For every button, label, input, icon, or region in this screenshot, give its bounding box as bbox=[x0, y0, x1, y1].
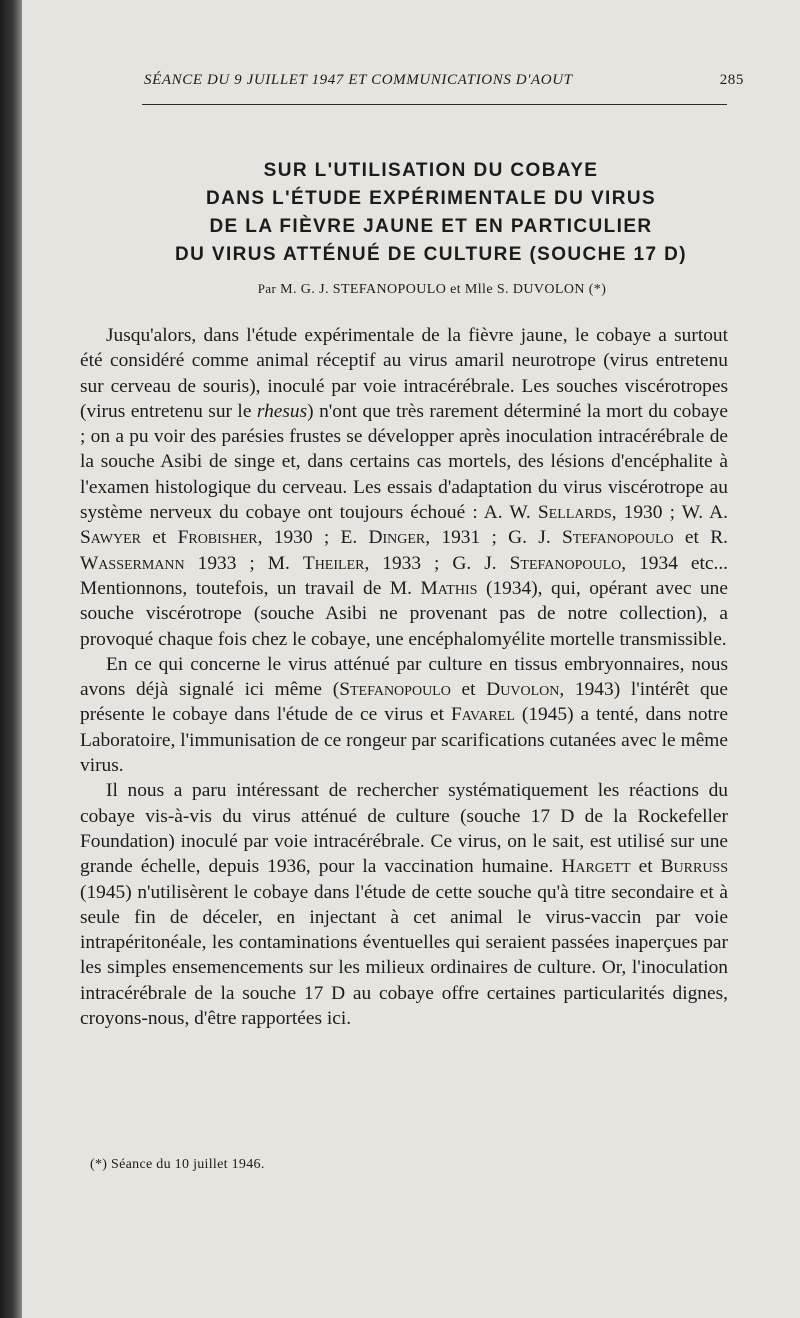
author-line bbox=[122, 281, 742, 298]
text-run: (1945) a tenté, dans notre Laboratoire, l'immunisation de ce rongeur par scarifications cutanées avec le même virus. bbox=[80, 704, 728, 777]
scanned-page bbox=[22, 0, 800, 1318]
author-ref: Duvolon bbox=[486, 679, 560, 701]
article-title bbox=[122, 157, 740, 269]
text-run: et bbox=[630, 856, 661, 878]
author-ref: Stefanopoulo bbox=[561, 527, 674, 549]
author-ref: Wassermann bbox=[80, 552, 185, 574]
text-run: (1934), qui, opérant avec une souche viscérotrope (souche Asibi ne provenant pas de notre collection), a provoqué chaque fois chez le cobaye, une encéphalomyélite mortelle transmissible. bbox=[80, 577, 728, 650]
text-run: (1945) n'utilisèrent le cobaye dans l'étude de cette souche qu'à titre secondaire et à seule fin de déceler, en injectant à cet animal le virus-vaccin par voie intrapéritonéale, les contaminations éventuelles qui seraient passées inaperçues par les simples ensemencements sur les milieux ordinaires de culture. Or, l'inoculation intracérébrale de la souche 17 D au cobaye offre certaines particularités dignes, croyons-nous, d'être rapportées ici. bbox=[80, 881, 728, 1030]
text-run: et bbox=[141, 527, 178, 549]
running-head bbox=[144, 72, 744, 89]
text-run: , 1943) l'intérêt que présente le cobaye dans l'étude de ce virus et bbox=[80, 679, 728, 726]
author-par: Par bbox=[257, 281, 277, 296]
author-ref: Favarel bbox=[450, 704, 515, 726]
text-run: ) n'ont que très rarement déterminé la mort du cobaye ; on a pu voir des parésies frustes se développer après inoculation intracérébrale de la souche Asibi de singe et, dans certains cas mortels, des lésions d'encéphalite à l'examen histologique du cerveau. Les essais d'adaptation du virus viscérotrope au système nerveux du cobaye ont toujours échoué : A. W. bbox=[80, 400, 728, 524]
footnote: (*) Séance du 10 juillet 1946. bbox=[90, 1157, 265, 1172]
running-head-text: SÉANCE DU 9 JUILLET 1947 ET COMMUNICATIONS D'AOUT bbox=[144, 72, 573, 88]
author-ref: Theiler bbox=[302, 552, 365, 574]
author-ref: Hargett bbox=[561, 856, 631, 878]
text-run: , 1930 ; E. bbox=[257, 527, 369, 549]
italic-rhesus: rhesus bbox=[256, 400, 308, 422]
paragraph-1 bbox=[80, 323, 728, 652]
author-names: M. G. J. STEFANOPOULO et Mlle S. DUVOLON (*) bbox=[280, 282, 607, 297]
author-ref: Sellards bbox=[537, 502, 612, 524]
author-ref: Sawyer bbox=[80, 527, 141, 549]
text-run: En ce qui concerne le virus atténué par culture en tissus embryonnaires, nous avons déjà signalé ici même ( bbox=[80, 653, 728, 701]
author-ref: Burruss bbox=[660, 856, 728, 878]
text-run: et bbox=[450, 679, 487, 701]
paragraph-3 bbox=[80, 778, 728, 1031]
text-run: , 1933 ; G. J. bbox=[364, 552, 510, 574]
author-ref: Frobisher bbox=[177, 527, 258, 549]
text-run: 1933 ; M. bbox=[184, 552, 303, 574]
text-run: Jusqu'alors, dans l'étude expérimentale de la fièvre jaune, le cobaye a surtout été considéré comme animal réceptif au virus amaril neurotrope (virus entretenu sur cerveau de souris), inoculé par voie intracérébrale. Les souches viscérotropes (virus entretenu sur le bbox=[80, 325, 728, 422]
author-ref: Mathis bbox=[420, 577, 478, 599]
title-line: SUR L'UTILISATION DU COBAYE bbox=[263, 160, 599, 181]
text-run: , 1934 etc... Mentionnons, toutefois, un travail de M. bbox=[80, 552, 729, 599]
text-run: , 1930 ; W. A. bbox=[611, 502, 728, 524]
text-run: Il nous a paru intéressant de rechercher systématiquement les réactions du cobaye vis-à-vis du virus atténué de culture (souche 17 D de la Rockefeller Foundation) inoculé par voie intracérébrale. Ce virus, on le sait, est utilisé sur une grande échelle, depuis 1936, pour la vaccination humaine. bbox=[80, 780, 728, 878]
header-rule bbox=[142, 104, 727, 105]
title-line: DU VIRUS ATTÉNUÉ DE CULTURE (SOUCHE 17 D) bbox=[174, 244, 688, 265]
paragraph-2 bbox=[80, 652, 728, 778]
article-body bbox=[80, 323, 728, 1031]
author-ref: Stefanopoulo bbox=[509, 552, 622, 574]
text-run: et R. bbox=[673, 527, 728, 549]
author-ref: Dinger bbox=[368, 527, 426, 549]
title-line: DE LA FIÈVRE JAUNE ET EN PARTICULIER bbox=[209, 216, 653, 237]
author-ref: Stefanopoulo bbox=[339, 679, 451, 701]
text-run: , 1931 ; G. J. bbox=[425, 527, 562, 549]
title-line: DANS L'ÉTUDE EXPÉRIMENTALE DU VIRUS bbox=[205, 188, 657, 209]
page-number: 285 bbox=[719, 72, 744, 88]
page-edge-shadow bbox=[0, 0, 22, 1318]
